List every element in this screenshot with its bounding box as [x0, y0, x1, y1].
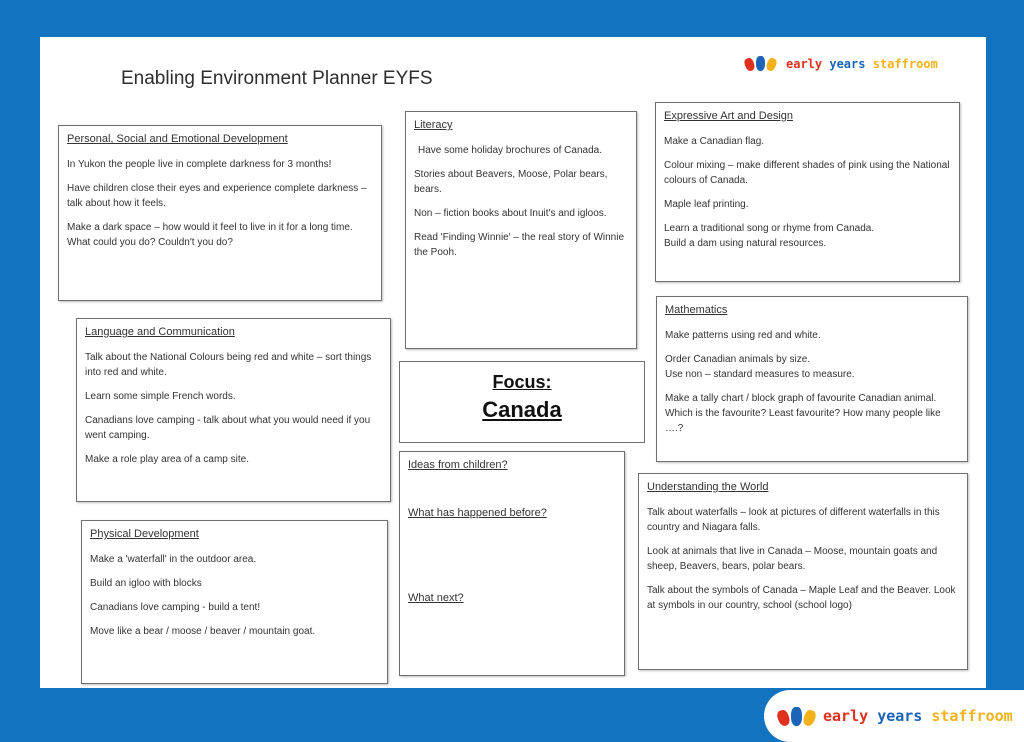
section-physical [81, 520, 388, 684]
list-item: Make a tally chart / block graph of favourite Canadian animal. Which is the favourite? Least favourite? How many people like ….? [665, 393, 941, 434]
list-item: Look at animals that live in Canada – Moose, mountain goats and sheep, Beavers, bears, polar bears. [647, 546, 938, 572]
ideas-heading: What next? [408, 592, 464, 604]
list-item: Learn a traditional song or rhyme from Canada. [664, 223, 875, 234]
section-heading: Physical Development [90, 528, 199, 540]
section-expressive-art [655, 102, 960, 282]
list-item: Talk about the National Colours being red and white – sort things into red and white. [85, 352, 372, 378]
list-item: Non – fiction books about Inuit's and igloos. [414, 208, 607, 219]
list-item: Have children close their eyes and experience complete darkness – talk about how it feels. [67, 183, 367, 209]
list-item: Make patterns using red and white. [665, 330, 821, 341]
logo-word-years: years [877, 707, 923, 725]
brand-logo-bottom [764, 690, 1024, 742]
section-mathematics [656, 296, 968, 462]
list-item: Read 'Finding Winnie' – the real story of Winnie the Pooh. [414, 232, 625, 258]
list-item: Order Canadian animals by size. [665, 354, 811, 365]
section-heading: Understanding the World [647, 481, 769, 493]
hands-icon [778, 707, 815, 726]
list-item: Make a Canadian flag. [664, 136, 765, 147]
hands-icon [745, 56, 776, 71]
focus-label: Focus: [492, 372, 552, 392]
ideas-heading: What has happened before? [408, 507, 547, 519]
logo-word-early: early [823, 707, 869, 725]
section-psed [58, 125, 382, 301]
list-item: Maple leaf printing. [664, 199, 749, 210]
list-item: Make a role play area of a camp site. [85, 454, 249, 465]
section-understanding-world [638, 473, 968, 670]
list-item: Colour mixing – make different shades of pink using the National colours of Canada. [664, 160, 950, 186]
list-item: In Yukon the people live in complete darkness for 3 months! [67, 159, 332, 170]
section-literacy [405, 111, 637, 349]
list-item: Make a dark space – how would it feel to live in it for a long time. What could you do? Couldn't you do? [67, 222, 353, 248]
section-heading: Personal, Social and Emotional Development [67, 133, 288, 145]
section-ideas [399, 451, 625, 676]
list-item: Talk about waterfalls – look at pictures of different waterfalls in this country and Niagara falls. [647, 507, 940, 533]
list-item: Use non – standard measures to measure. [665, 369, 855, 380]
section-heading: Mathematics [665, 304, 728, 316]
logo-word-staffroom: staffroom [931, 707, 1013, 725]
list-item: Canadians love camping - talk about what you would need if you went camping. [85, 415, 371, 441]
list-item: Build a dam using natural resources. [664, 238, 827, 249]
logo-word-years: years [829, 56, 866, 71]
logo-word-staffroom: staffroom [872, 56, 938, 71]
list-item: Move like a bear / moose / beaver / mountain goat. [90, 626, 316, 637]
brand-logo-top [745, 56, 938, 71]
list-item: Learn some simple French words. [85, 391, 236, 402]
focus-topic: Canada [482, 397, 562, 422]
section-heading: Expressive Art and Design [664, 110, 794, 122]
list-item: Canadians love camping - build a tent! [90, 602, 261, 613]
section-heading: Language and Communication [85, 326, 235, 338]
focus-box [399, 361, 645, 443]
list-item: Build an igloo with blocks [90, 578, 202, 589]
page-title: Enabling Environment Planner EYFS [121, 68, 433, 89]
list-item: Have some holiday brochures of Canada. [418, 145, 602, 156]
list-item: Talk about the symbols of Canada – Maple Leaf and the Beaver. Look at symbols in our country, school (school logo) [647, 585, 956, 611]
list-item: Stories about Beavers, Moose, Polar bears, bears. [414, 169, 608, 195]
logo-word-early: early [786, 56, 823, 71]
list-item: Make a 'waterfall' in the outdoor area. [90, 554, 257, 565]
section-heading: Literacy [414, 119, 453, 131]
section-language [76, 318, 391, 502]
ideas-heading: Ideas from children? [408, 459, 508, 471]
